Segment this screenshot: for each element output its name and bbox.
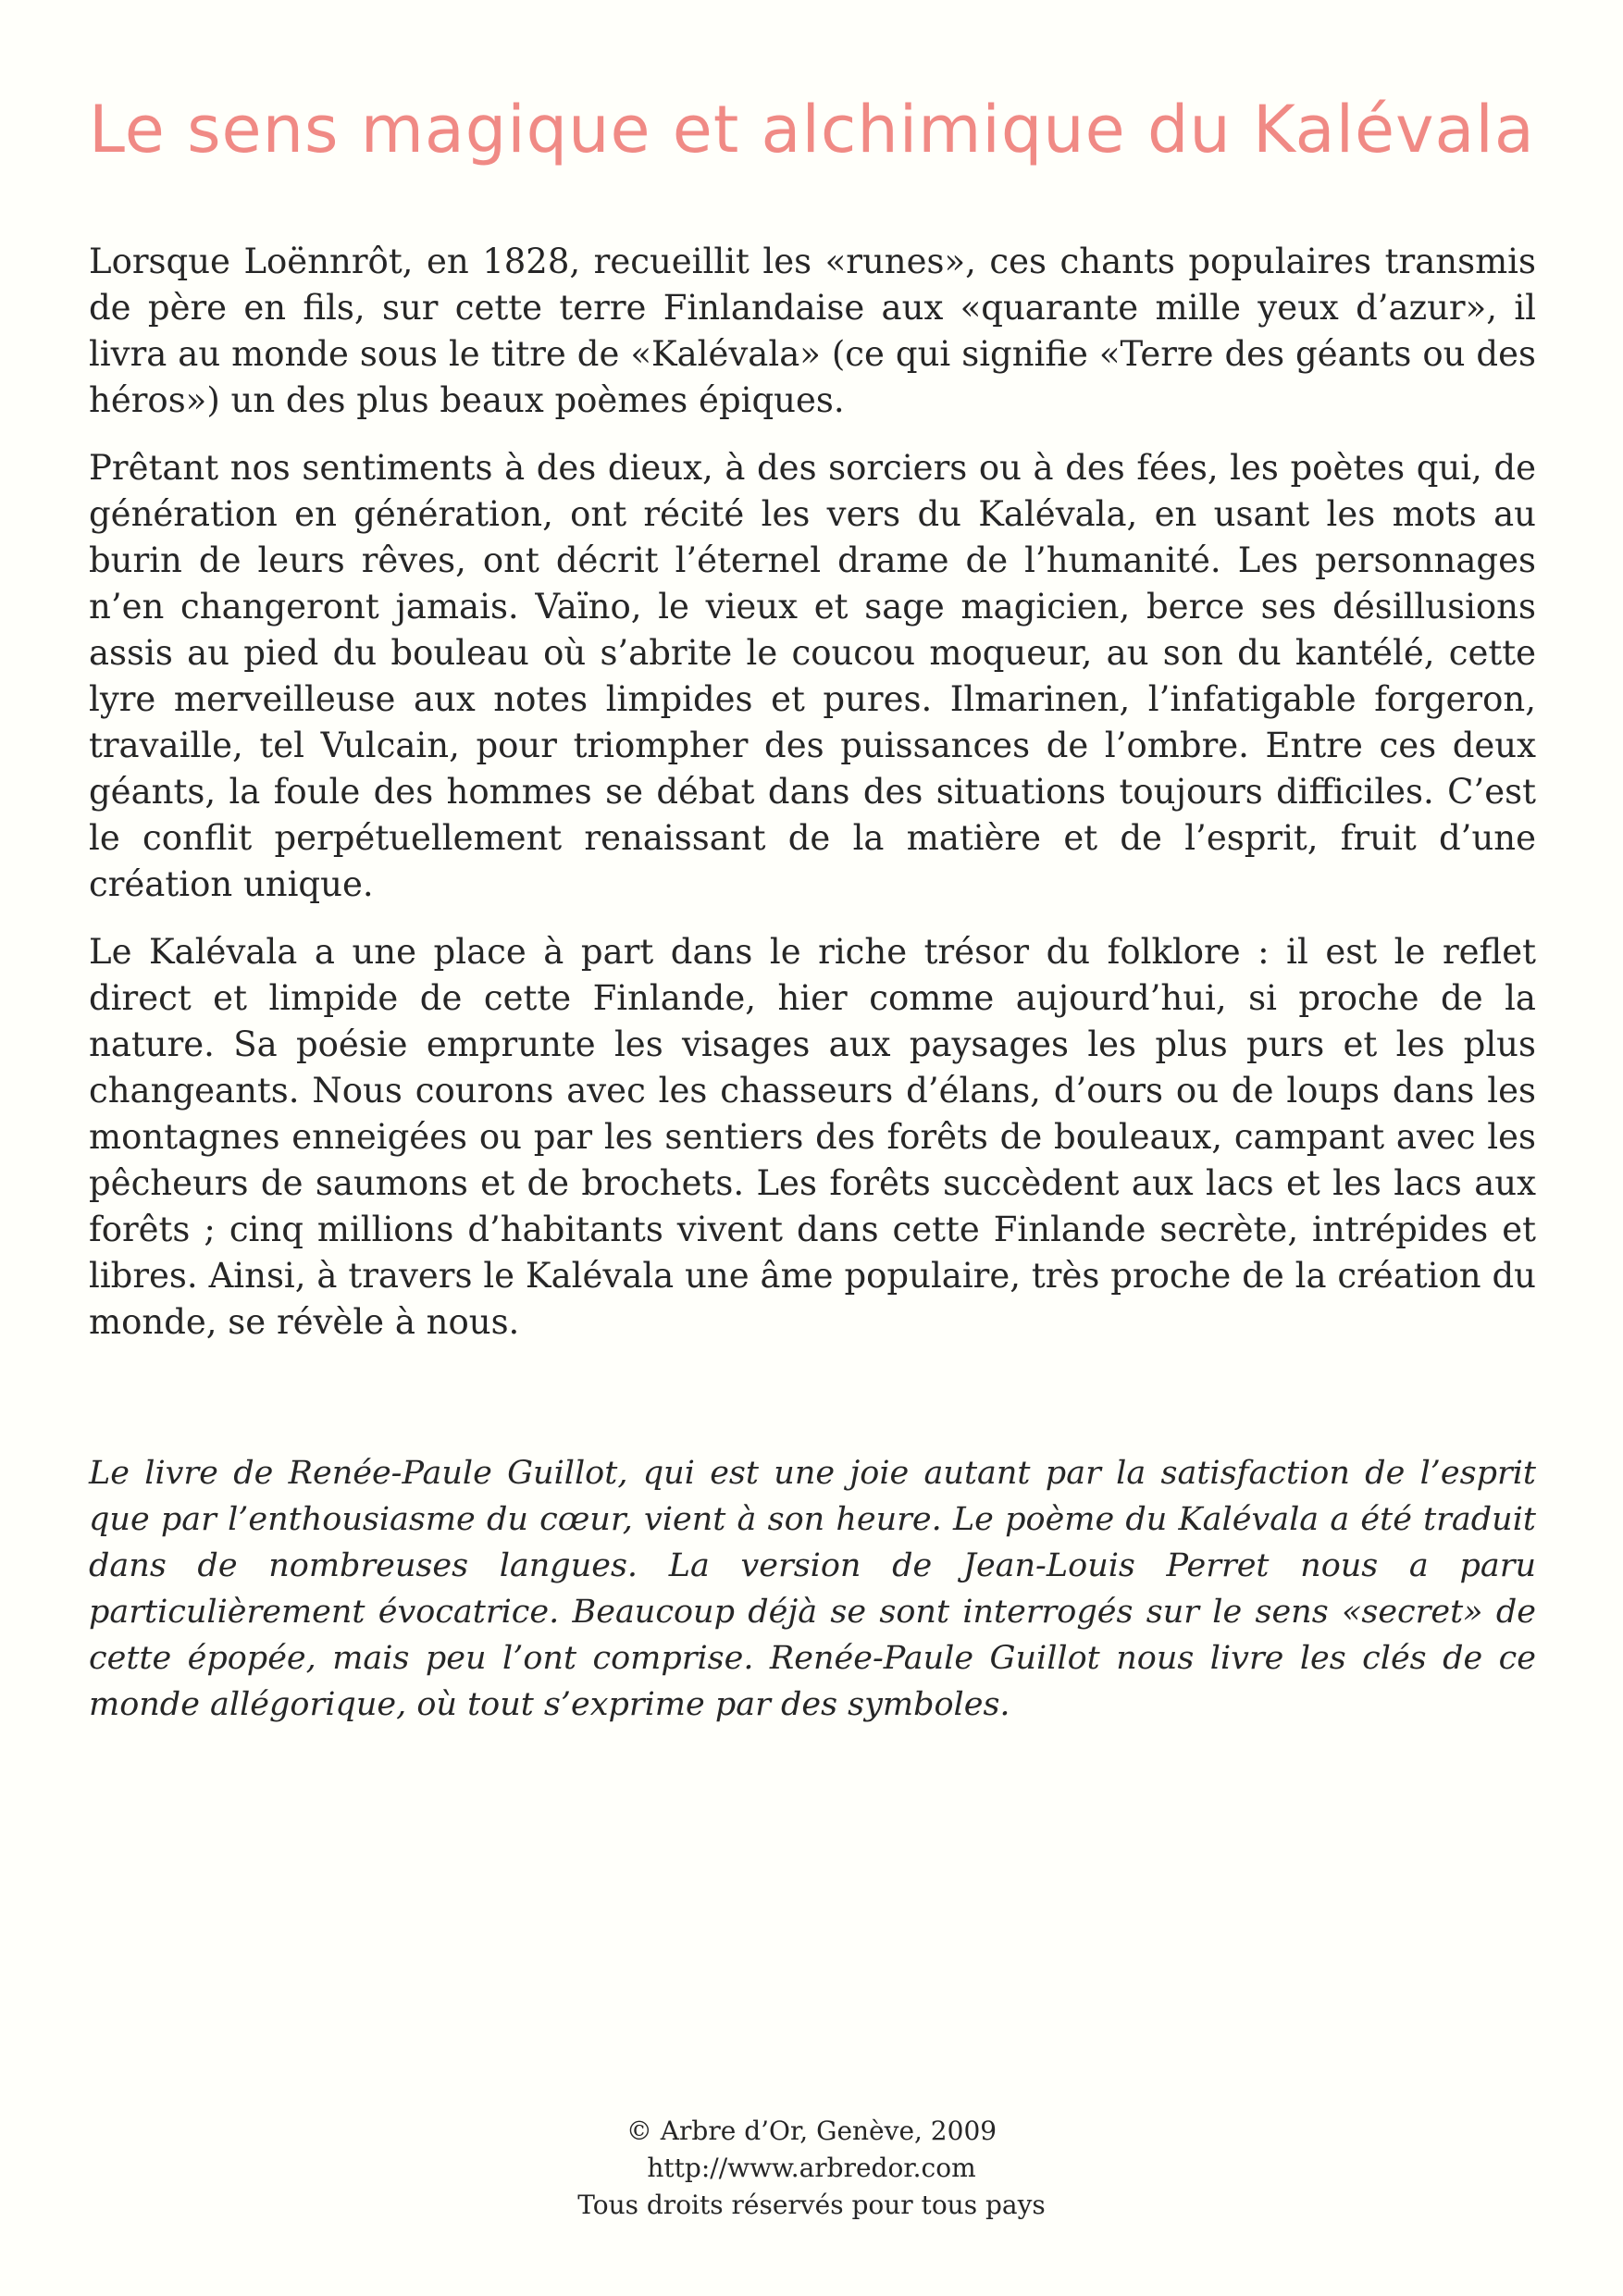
copyright-line: © Arbre d’Or, Genève, 2009 bbox=[626, 2116, 997, 2146]
page-title: Le sens magique et alchimique du Kalévala bbox=[89, 92, 1535, 168]
footer bbox=[0, 2113, 1623, 2224]
website-link[interactable]: http://www.arbredor.com bbox=[647, 2153, 976, 2183]
paragraph-1: Lorsque Loënnrôt, en 1828, recueillit les «runes», ces chants populaires transmis de père en fils, sur cette terre Finlandaise aux «quarante mille yeux d’azur», il livra au monde sous le titre de «Kalévala» (ce qui signifie «Terre des géants ou des héros») un des plus beaux poèmes épiques. bbox=[89, 242, 1536, 420]
body-text bbox=[89, 239, 1536, 1367]
italic-quote: Le livre de Renée-Paule Guillot, qui est une joie autant par la satisfaction de l’esprit que par l’enthousiasme du cœur, vient à son heure. Le poème du Kalévala a été traduit dans de nombreuses langues. La version de Jean-Louis Perret nous a paru particulièrement évocatrice. Beaucoup déjà se sont interrogés sur le sens «secret» de cette épopée, mais peu l’ont comprise. Renée-Paule Guillot nous livre les clés de ce monde allégorique, où tout s’exprime par des symboles. bbox=[89, 1455, 1536, 1723]
paragraph-3: Le Kalévala a une place à part dans le riche trésor du folklore : il est le reflet direct et limpide de cette Finlande, hier comme aujourd’hui, si proche de la nature. Sa poésie emprunte les visages aux paysages les plus purs et les plus changeants. Nous courons avec les chasseurs d’élans, d’ours ou de loups dans les montagnes enneigées ou par les sentiers des forêts de bouleaux, campant avec les pêcheurs de saumons et de brochets. Les forêts succèdent aux lacs et les lacs aux forêts ; cinq millions d’habitants vivent dans cette Finlande secrète, intrépides et libres. Ainsi, à travers le Kalévala une âme populaire, très proche de la création du monde, se révèle à nous. bbox=[89, 932, 1536, 1342]
paragraph-2: Prêtant nos sentiments à des dieux, à des sorciers ou à des fées, les poètes qui, de génération en génération, ont récité les vers du Kalévala, en usant les mots au burin de leurs rêves, ont décrit l’éternel drame de l’humanité. Les personnages n’en changeront jamais. Vaïno, le vieux et sage magicien, berce ses désillusions assis au pied du bouleau où s’abrite le coucou moqueur, au son du kantélé, cette lyre merveilleuse aux notes limpides et pures. Ilmarinen, l’infatigable forgeron, travaille, tel Vulcain, pour triompher des puissances de l’ombre. Entre ces deux géants, la foule des hommes se débat dans des situations toujours difficiles. C’est le conflit perpétuellement renaissant de la matière et de l’esprit, fruit d’une création unique. bbox=[89, 448, 1536, 904]
rights-line: Tous droits réservés pour tous pays bbox=[577, 2190, 1046, 2220]
